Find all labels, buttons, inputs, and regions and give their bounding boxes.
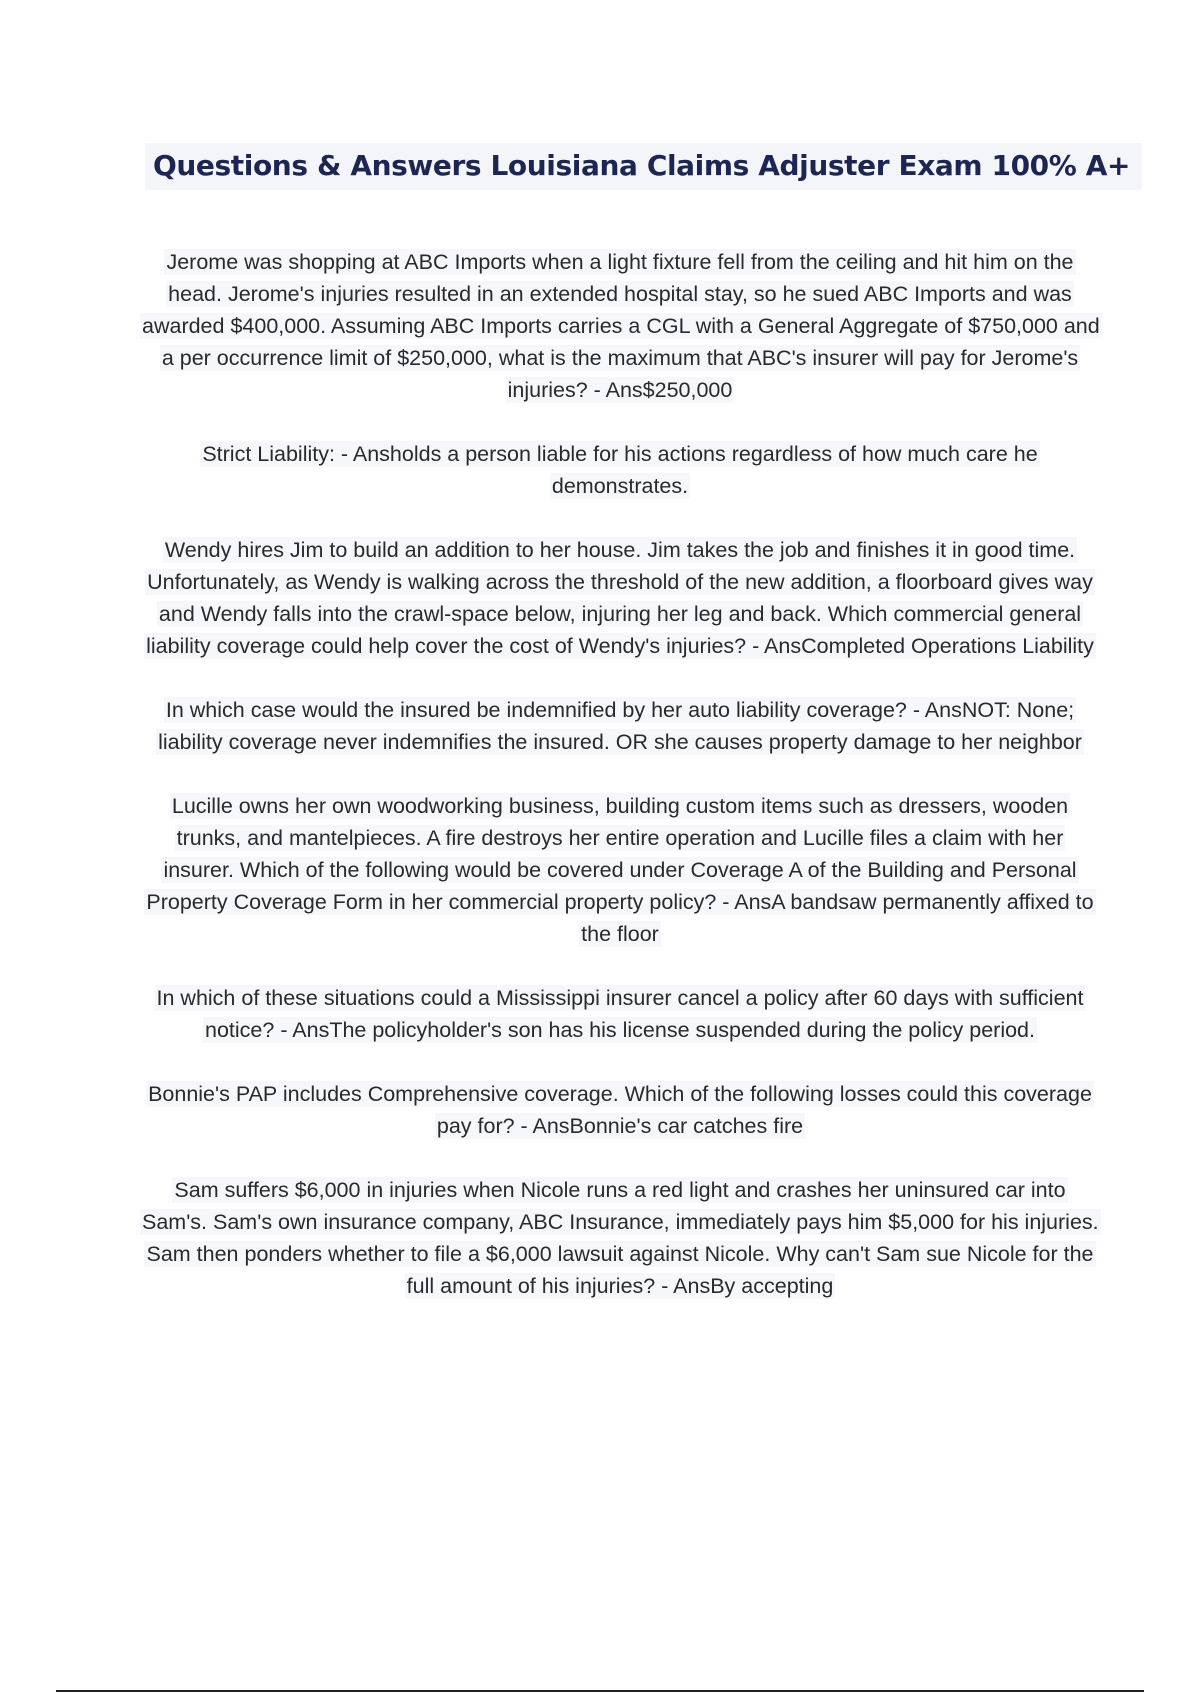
qa-item bbox=[140, 534, 1100, 662]
qa-text: Jerome was shopping at ABC Imports when a light fixture fell from the ceiling and hit him on the head. Jerome's injuries resulted in an extended hospital stay, so he sued ABC Imports and was awarded $400,000. Assuming ABC Imports carries a CGL with a General Aggregate of $750,000 and a per occurrence limit of $250,000, what is the maximum that ABC's insurer will pay for Jerome's injuries? - Ans$250,000 bbox=[142, 250, 1100, 402]
qa-text: Wendy hires Jim to build an addition to her house. Jim takes the job and finishes it in good time. Unfortunately, as Wendy is walking across the threshold of the new addition, a floorboard gives way and Wendy falls into the crawl-space below, injuring her leg and back. Which commercial general liability coverage could help cover the cost of Wendy's injuries? - AnsCompleted Operations Liability bbox=[146, 538, 1094, 658]
qa-text: Strict Liability: - Ansholds a person liable for his actions regardless of how much care he demonstrates. bbox=[202, 442, 1038, 498]
qa-text: Bonnie's PAP includes Comprehensive coverage. Which of the following losses could this coverage pay for? - AnsBonnie's car catches fire bbox=[148, 1082, 1092, 1138]
page-bottom-rule bbox=[56, 1690, 1144, 1692]
qa-item bbox=[140, 438, 1100, 502]
qa-item bbox=[140, 982, 1100, 1046]
qa-text: In which of these situations could a Mississippi insurer cancel a policy after 60 days with sufficient notice? - AnsThe policyholder's son has his license suspended during the policy period. bbox=[156, 986, 1084, 1042]
qa-text: In which case would the insured be indemnified by her auto liability coverage? - AnsNOT: None; liability coverage never indemnifies the insured. OR she causes property damage to her neighbor bbox=[158, 698, 1082, 754]
qa-item bbox=[140, 1078, 1100, 1142]
qa-item bbox=[140, 1174, 1100, 1302]
qa-text: Lucille owns her own woodworking business, building custom items such as dressers, wooden trunks, and mantelpieces. A fire destroys her entire operation and Lucille files a claim with her insurer. Which of the following would be covered under Coverage A of the Building and Personal Property Coverage Form in her commercial property policy? - AnsA bandsaw permanently affixed to the floor bbox=[146, 794, 1094, 946]
qa-item bbox=[140, 694, 1100, 758]
qa-item bbox=[140, 246, 1100, 406]
qa-text: Sam suffers $6,000 in injuries when Nicole runs a red light and crashes her uninsured car into Sam's. Sam's own insurance company, ABC Insurance, immediately pays him $5,000 for his injuries. Sam then ponders whether to file a $6,000 lawsuit against Nicole. Why can't Sam sue Nicole for the full amount of his injuries? - AnsBy accepting bbox=[142, 1178, 1099, 1298]
qa-list bbox=[140, 246, 1100, 1334]
page-title: Questions & Answers Louisiana Claims Adjuster Exam 100% A+ bbox=[145, 143, 1142, 190]
qa-item bbox=[140, 790, 1100, 950]
